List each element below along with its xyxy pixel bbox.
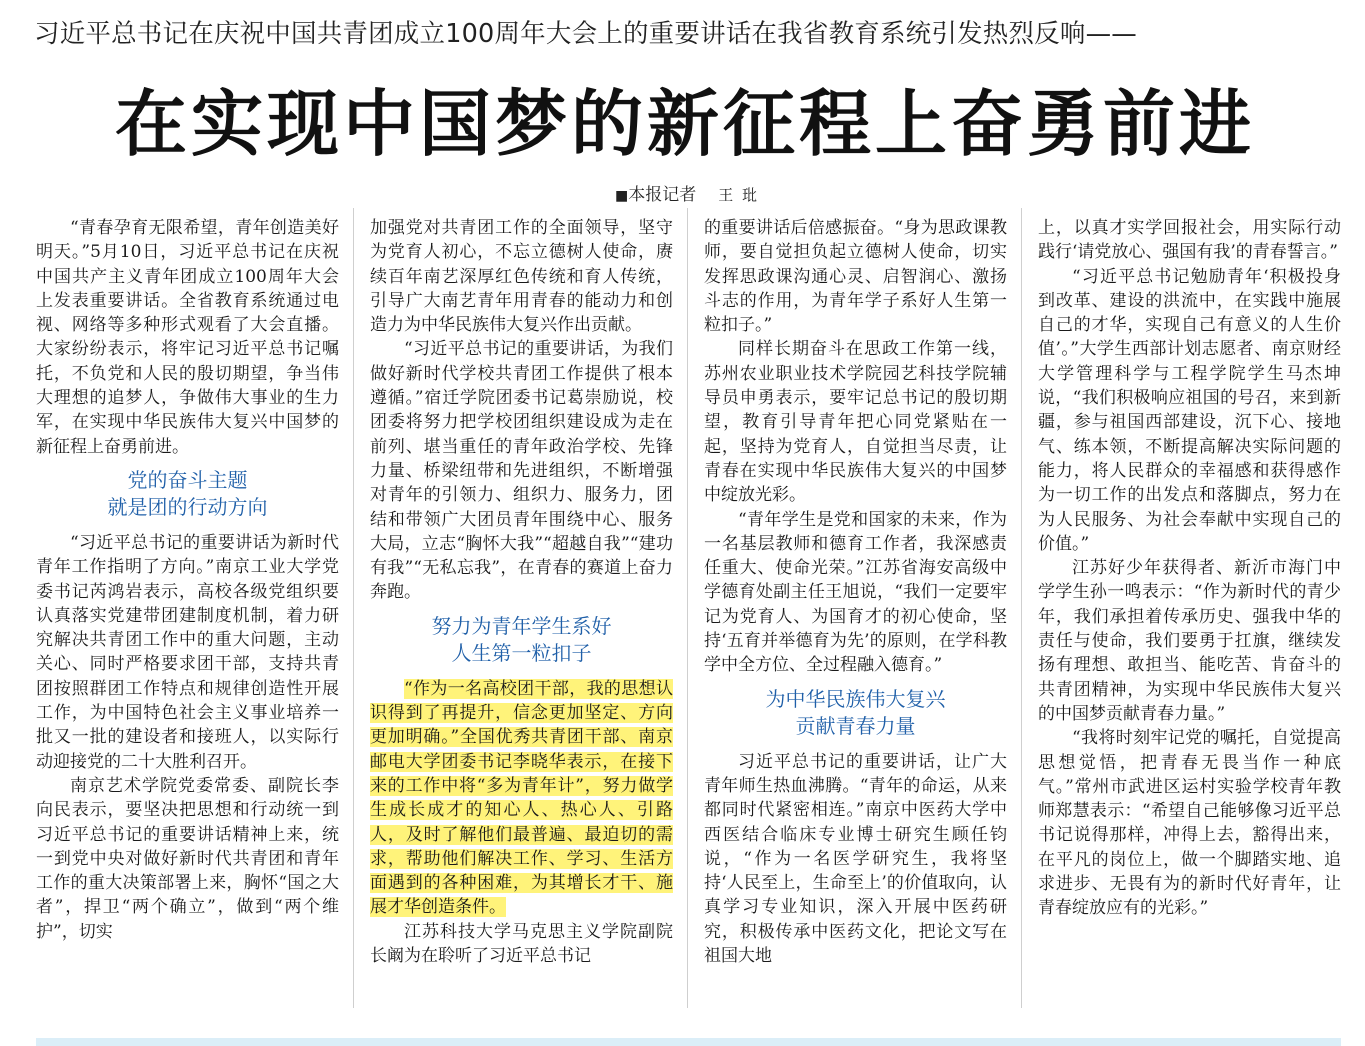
paragraph: 江苏好少年获得者、新沂市海门中学学生孙一鸣表示：“作为新时代的青少年，我们承担着传承历史、强我中华的责任与使命，我们要勇于扛旗，继续发扬有理想、敢担当、能吃苦、肯奋斗的共青团精神，为实现中华民族伟大复兴的中国梦贡献青春力量。” bbox=[1038, 558, 1341, 724]
article-column-2 bbox=[370, 216, 673, 968]
byline bbox=[615, 180, 759, 205]
paragraph-intro: “青春孕育无限希望，青年创造美好明天。”5月10日，习近平总书记在庆祝中国共产主义青年团成立100周年大会上发表重要讲话。全省教育系统通过电视、网络等多种形式观看了大会直播。大家纷纷表示，将牢记习近平总书记嘱托，不负党和人民的殷切期望，争当伟大理想的追梦人，争做伟大事业的生力军，在实现中华民族伟大复兴中国梦的新征程上奋勇前进。 bbox=[36, 218, 339, 457]
article-column-1 bbox=[36, 216, 339, 944]
byline-label: 本报记者 bbox=[628, 185, 697, 205]
article-column-3 bbox=[704, 216, 1007, 968]
section-title-3 bbox=[704, 686, 1007, 740]
paragraph: “习近平总书记的重要讲话，为我们做好新时代学校共青团工作提供了根本遵循。”宿迁学院团委书记葛崇励说，校团委将努力把学校团组织建设成为走在前列、堪当重任的青年政治学校、先锋力量、桥梁纽带和先进组织，不断增强对青年的引领力、组织力、服务力，团结和带领广大团员青年围绕中心、服务大局，立志“胸怀大我”“超越自我”“建功有我”“无私忘我”，在青春的赛道上奋力奔跑。 bbox=[370, 339, 673, 603]
byline-author: 王 玭 bbox=[718, 186, 760, 204]
section-title-1-line-2: 就是团的行动方向 bbox=[107, 494, 268, 519]
section-title-2-line-2: 人生第一粒扣子 bbox=[451, 640, 592, 665]
paragraph: 江苏科技大学马克思主义学院副院长阚为在聆听了习近平总书记 bbox=[370, 921, 673, 967]
column-divider bbox=[1021, 208, 1022, 1008]
paragraph-continued: 的重要讲话后倍感振奋。“身为思政课教师，要自觉担负起立德树人使命，切实发挥思政课沟通心灵、启智润心、激扬斗志的作用，为青年学子系好人生第一粒扣子。” bbox=[704, 218, 1007, 336]
headline: 在实现中国梦的新征程上奋勇前进 bbox=[114, 82, 1255, 166]
section-title-1-line-1: 党的奋斗主题 bbox=[127, 467, 248, 492]
kicker-subtitle: 习近平总书记在庆祝中国共青团成立100周年大会上的重要讲话在我省教育系统引发热烈反响—— bbox=[34, 19, 1137, 49]
section-title-3-line-1: 为中华民族伟大复兴 bbox=[765, 686, 946, 711]
bottom-band bbox=[36, 1038, 1341, 1046]
paragraph-continued: 上，以真才实学回报社会，用实际行动践行‘请党放心、强国有我’的青春誓言。” bbox=[1038, 218, 1341, 263]
paragraph-highlighted bbox=[370, 677, 673, 920]
paragraph: “青年学生是党和国家的未来，作为一名基层教师和德育工作者，我深感责任重大、使命光荣。”江苏省海安高级中学德育处副主任王旭说，“我们一定要牢记为党育人、为国育才的初心使命，坚持‘五育并举德育为先’的原则，在学科教学中全方位、全过程融入德育。” bbox=[704, 509, 1007, 676]
paragraph: 习近平总书记的重要讲话，让广大青年师生热血沸腾。“青年的命运，从来都同时代紧密相连。”南京中医药大学中西医结合临床专业博士研究生顾任钧说，“作为一名医学研究生，我将坚持‘人民至上，生命至上’的价值取向，认真学习专业知识，深入开展中医药研究，积极传承中医药文化，把论文写在祖国大地 bbox=[704, 751, 1007, 967]
paragraph-continued: 加强党对共青团工作的全面领导，坚守为党育人初心，不忘立德树人使命，赓续百年南艺深厚红色传统和育人传统，引导广大南艺青年用青春的能动力和创造力为中华民族伟大复兴作出贡献。 bbox=[370, 218, 673, 336]
section-title-2-line-1: 努力为青年学生系好 bbox=[431, 613, 612, 638]
section-title-2 bbox=[370, 613, 673, 667]
section-title-3-line-2: 贡献青春力量 bbox=[795, 713, 916, 738]
byline-square-icon: ■ bbox=[615, 188, 629, 204]
paragraph: 南京艺术学院党委常委、副院长李向民表示，要坚决把思想和行动统一到习近平总书记的重要讲话精神上来，统一到党中央对做好新时代共青团和青年工作的重大决策部署上来，胸怀“国之大者”，捍卫“两个确立”，做到“两个维护”，切实 bbox=[36, 775, 339, 942]
section-title-1 bbox=[36, 467, 339, 521]
paragraph: “习近平总书记的重要讲话为新时代青年工作指明了方向。”南京工业大学党委书记芮鸿岩表示，高校各级党组织要认真落实党建带团建制度机制，着力研究解决共青团工作中的重大问题，主动关心、同时严格要求团干部，支持共青团按照群团工作特点和规律创造性开展工作，为中国特色社会主义事业培养一批又一批的建设者和接班人，以实际行动迎接党的二十大胜利召开。 bbox=[36, 532, 339, 772]
paragraph: “我将时刻牢记党的嘱托，自觉提高思想觉悟，把青春无畏当作一种底气。”常州市武进区运村实验学校青年教师郑慧表示：“希望自己能够像习近平总书记说得那样，冲得上去，豁得出来，在平凡的岗位上，做一个脚踏实地、追求进步、无畏有为的新时代好青年，让青春绽放应有的光彩。” bbox=[1038, 728, 1341, 919]
column-divider bbox=[353, 208, 354, 1008]
paragraph: “习近平总书记勉励青年‘积极投身到改革、建设的洪流中，在实践中施展自己的才华，实现自己有意义的人生价值’。”大学生西部计划志愿者、南京财经大学管理科学与工程学院学生马杰坤说，“我们积极响应祖国的号召，来到新疆，参与祖国西部建设，沉下心、接地气、练本领，不断提高解决实际问题的能力，将人民群众的幸福感和获得感作为一切工作的出发点和落脚点，努力在为人民服务、为社会奉献中实现自己的价值。” bbox=[1038, 266, 1341, 554]
highlighted-text: “作为一名高校团干部，我的思想认识得到了再提升，信念更加坚定、方向更加明确。”全国优秀共青团干部、南京邮电大学团委书记李晓华表示，在接下来的工作中将“多为青年计”，努力做学生成长成才的知心人、热心人、引路人，及时了解他们最普遍、最迫切的需求，帮助他们解决工作、学习、生活方面遇到的各种困难，为其增长才干、施展才华创造条件。 bbox=[370, 678, 673, 918]
article-column-4 bbox=[1038, 216, 1341, 921]
paragraph: 同样长期奋斗在思政工作第一线，苏州农业职业技术学院园艺科技学院辅导员申勇表示，要牢记总书记的殷切期望，教育引导青年把心同党紧贴在一起，坚持为党育人，自觉担当尽责，让青春在实现中华民族伟大复兴的中国梦中绽放光彩。 bbox=[704, 339, 1007, 506]
column-divider bbox=[687, 208, 688, 1008]
